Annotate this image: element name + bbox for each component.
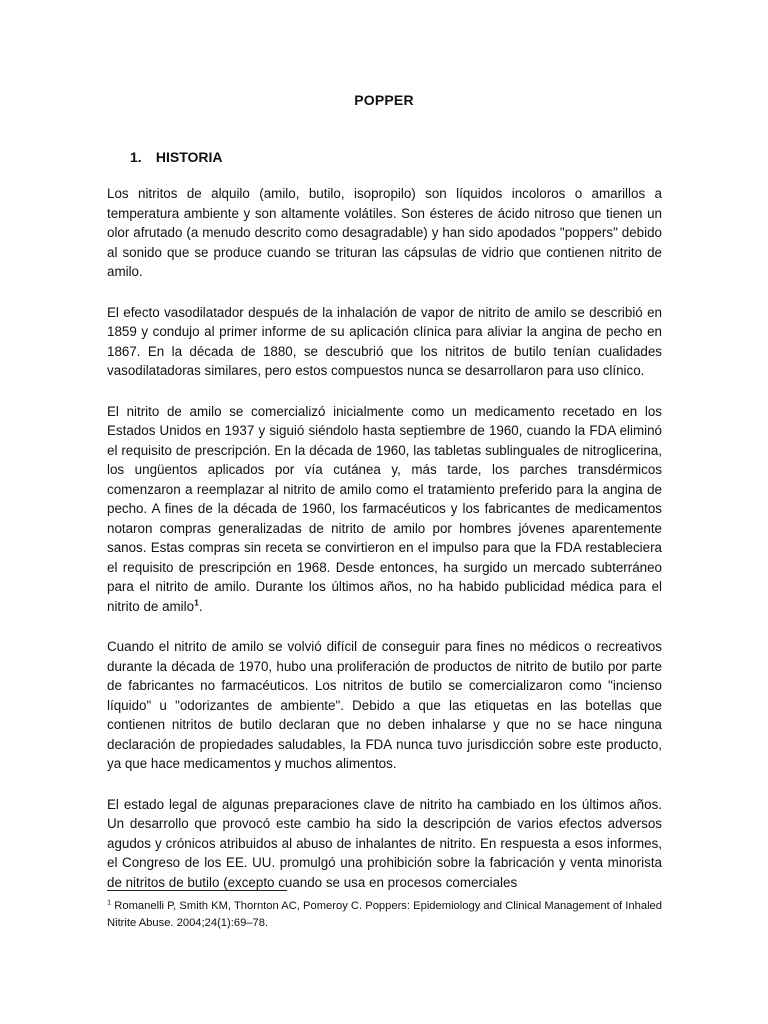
- paragraph: El efecto vasodilatador después de la inhalación de vapor de nitrito de amilo se describió en 1859 y condujo al primer informe de su aplicación clínica para aliviar la angina de pecho en 1867. En la década de 1880, se descubrió que los nitritos de butilo tenían cualidades vasodilatadoras similares, pero estos compuestos nunca se desarrollaron para uso clínico.: [107, 304, 662, 378]
- document-title: POPPER: [354, 92, 414, 108]
- paragraph-end: .: [198, 598, 203, 614]
- footnote: [107, 898, 662, 931]
- footnote-text: Romanelli P, Smith KM, Thornton AC, Pomeroy C. Poppers: Epidemiology and Clinical Management of Inhaled Nitrite Abuse. 2004;24(1):69–78.: [107, 900, 662, 929]
- paragraph: [107, 402, 662, 617]
- footnote-separator: [107, 890, 287, 891]
- section-number: 1.: [130, 149, 142, 165]
- paragraph-text: El nitrito de amilo se comercializó inicialmente como un medicamento recetado en los Estados Unidos en 1937 y siguió siéndolo hasta septiembre de 1960, cuando la FDA eliminó el requisito de prescripción. En la década de 1960, las tabletas sublinguales de nitroglicerina, los ungüentos aplicados por vía cutánea y, más tarde, los parches transdérmicos comenzaron a reemplazar al nitrito de amilo como el tratamiento preferido para la angina de pecho. A fines de la década de 1960, los farmacéuticos y los fabricantes de medicamentos notaron compras generalizadas de nitrito de amilo por hombres jóvenes aparentemente sanos. Estas compras sin receta se convirtieron en el impulso para que la FDA restableciera el requisito de prescripción en 1968. Desde entonces, ha surgido un mercado subterráneo para el nitrito de amilo. Durante los últimos años, no ha habido publicidad médica para el nitrito de amilo: [107, 403, 662, 614]
- paragraph: El estado legal de algunas preparaciones clave de nitrito ha cambiado en los últimos años. Un desarrollo que provocó este cambio ha sido la descripción de varios efectos adversos agudos y crónicos atribuidos al abuso de inhalantes de nitrito. En respuesta a esos informes, el Congreso de los EE. UU. promulgó una prohibición sobre la fabricación y venta minorista de nitritos de butilo (excepto cuando se usa en procesos comerciales: [107, 796, 662, 890]
- paragraph: Cuando el nitrito de amilo se volvió difícil de conseguir para fines no médicos o recreativos durante la década de 1970, hubo una proliferación de productos de nitrito de butilo por parte de fabricantes no farmacéuticos. Los nitritos de butilo se comercializaron como "incienso líquido" u "odorizantes de ambiente". Debido a que las etiquetas en las botellas que contienen nitritos de butilo declaran que no deben inhalarse y que no se hace ninguna declaración de propiedades saludables, la FDA nunca tuvo jurisdicción sobre este producto, ya que hace medicamentos y muchos alimentos.: [107, 639, 662, 771]
- paragraph: Los nitritos de alquilo (amilo, butilo, isopropilo) son líquidos incoloros o amarillos a temperatura ambiente y son altamente volátiles. Son ésteres de ácido nitroso que tienen un olor afrutado (a menudo descrito como desagradable) y han sido apodados "poppers" debido al sonido que se produce cuando se trituran las cápsulas de vidrio que contienen nitrito de amilo.: [107, 186, 662, 279]
- document-body: [107, 184, 662, 913]
- section-heading: [130, 149, 223, 165]
- section-heading-text: HISTORIA: [155, 149, 223, 165]
- footnote-mark: 1: [107, 897, 112, 907]
- footnote-reference[interactable]: 1: [194, 597, 199, 608]
